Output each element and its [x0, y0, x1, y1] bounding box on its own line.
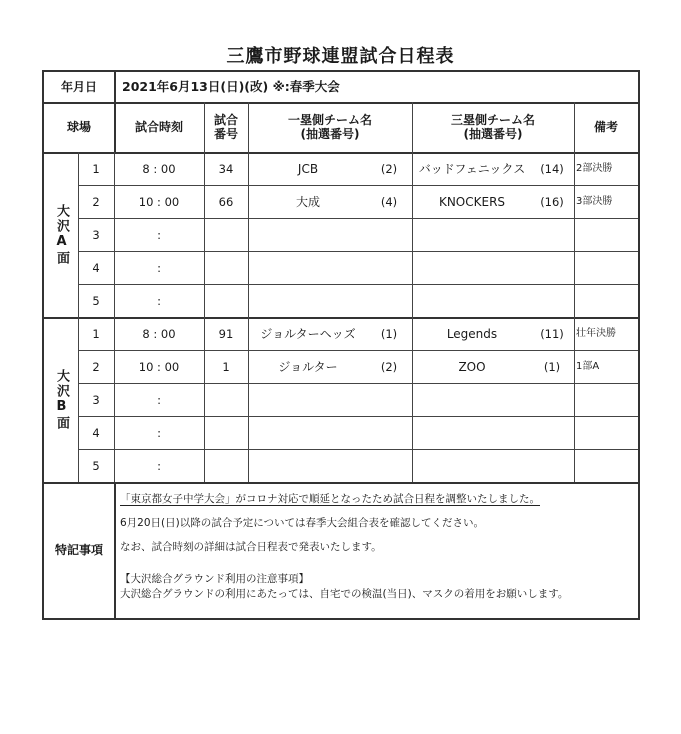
header-field: 球場 — [66, 120, 91, 134]
game-no-cell: 1 — [92, 161, 100, 176]
header-away-team: 三塁側チーム名 (抽選番号) — [450, 113, 535, 141]
game-home-cell — [248, 251, 368, 284]
game-remark-cell — [574, 284, 638, 317]
game-game-cell — [204, 218, 248, 251]
note-line-3: なお、試合時刻の詳細は試合日程表で発表いたします。 — [120, 541, 382, 553]
game-home-lot-cell — [366, 383, 412, 416]
game-game-cell — [204, 284, 248, 317]
game-time-cell: : — [157, 260, 161, 275]
game-remark-cell: 3部決勝 — [576, 195, 613, 207]
game-away-cell: ZOO — [458, 359, 486, 374]
game-away-cell — [412, 383, 532, 416]
game-away-cell — [412, 416, 532, 449]
game-home-lot-cell — [366, 416, 412, 449]
game-game-cell: 91 — [218, 326, 234, 341]
game-no-cell: 4 — [92, 425, 100, 440]
game-home-lot-cell: (1) — [380, 326, 398, 341]
game-no-cell: 3 — [92, 227, 100, 242]
game-away-cell: Legends — [446, 326, 498, 341]
game-no-cell: 3 — [92, 392, 100, 407]
date-label: 年月日 — [60, 80, 97, 94]
game-home-cell — [248, 416, 368, 449]
game-away-cell — [412, 218, 532, 251]
game-away-lot-cell: (11) — [540, 326, 564, 341]
game-remark-cell: 2部決勝 — [576, 162, 613, 174]
game-game-cell — [204, 383, 248, 416]
game-no-cell: 5 — [92, 458, 100, 473]
game-away-lot-cell: (16) — [540, 194, 564, 209]
game-home-cell: JCB — [297, 161, 319, 176]
game-time-cell: : — [157, 425, 161, 440]
game-home-cell: 大成 — [295, 194, 320, 209]
game-time-cell: : — [157, 293, 161, 308]
game-away-cell — [412, 251, 532, 284]
game-no-cell: 2 — [92, 194, 100, 209]
game-time-cell: 10 : 00 — [138, 359, 180, 374]
game-time-cell: 8 : 00 — [142, 161, 176, 176]
game-no-cell: 2 — [92, 359, 100, 374]
note-line-2: 6月20日(日)以降の試合予定については春季大会組合表を確認してください。 — [120, 517, 485, 529]
game-remark-cell: 壮年決勝 — [576, 327, 616, 339]
game-remark-cell — [574, 416, 638, 449]
game-game-cell: 34 — [218, 161, 234, 176]
game-home-lot-cell — [366, 251, 412, 284]
schedule-table — [42, 70, 640, 620]
game-remark-cell — [574, 449, 638, 482]
game-home-cell — [248, 218, 368, 251]
game-away-cell — [412, 284, 532, 317]
game-away-lot-cell — [530, 284, 574, 317]
game-away-lot-cell: (14) — [540, 161, 564, 176]
game-home-lot-cell: (4) — [380, 194, 398, 209]
game-time-cell: : — [157, 392, 161, 407]
game-home-cell: ジョルターヘッズ — [260, 326, 356, 341]
game-away-lot-cell — [530, 218, 574, 251]
game-away-lot-cell — [530, 383, 574, 416]
note-line-4: 【大沢総合グラウンド利用の注意事項】 — [120, 573, 309, 585]
date-value: 2021年6月13日(日)(改) ※:春季大会 — [122, 79, 340, 94]
game-away-lot-cell: (1) — [543, 359, 561, 374]
header-remarks: 備考 — [593, 120, 618, 134]
game-time-cell: 10 : 00 — [138, 194, 180, 209]
game-away-lot-cell — [530, 449, 574, 482]
notes-label: 特記事項 — [54, 543, 103, 557]
game-game-cell — [204, 416, 248, 449]
header-home-team: 一塁側チーム名 (抽選番号) — [287, 113, 372, 141]
game-no-cell: 4 — [92, 260, 100, 275]
game-no-cell: 1 — [92, 326, 100, 341]
game-home-cell — [248, 383, 368, 416]
game-home-lot-cell — [366, 449, 412, 482]
game-away-cell: KNOCKERS — [438, 194, 506, 209]
game-away-lot-cell — [530, 416, 574, 449]
game-time-cell: : — [157, 458, 161, 473]
game-home-lot-cell — [366, 218, 412, 251]
game-away-cell — [412, 449, 532, 482]
game-game-cell: 1 — [222, 359, 230, 374]
note-line-5: 大沢総合グラウンドの利用にあたっては、自宅での検温(当日)、マスクの着用をお願いします。 — [120, 588, 569, 600]
game-no-cell: 5 — [92, 293, 100, 308]
document-title: 三鷹市野球連盟試合日程表 — [226, 46, 455, 67]
game-game-cell — [204, 251, 248, 284]
game-remark-cell — [574, 383, 638, 416]
game-home-cell — [248, 284, 368, 317]
game-home-cell — [248, 449, 368, 482]
game-game-cell — [204, 449, 248, 482]
game-away-lot-cell — [530, 251, 574, 284]
game-game-cell: 66 — [218, 194, 234, 209]
game-home-lot-cell: (2) — [380, 161, 398, 176]
game-away-cell: バッドフェニックス — [418, 161, 526, 176]
note-line-1: 「東京都女子中学大会」がコロナ対応で順延となったため試合日程を調整いたしました。 — [120, 493, 540, 505]
game-home-cell: ジョルター — [278, 359, 338, 374]
field-label-b: 大沢B面 — [54, 368, 69, 431]
game-time-cell: : — [157, 227, 161, 242]
game-home-lot-cell — [366, 284, 412, 317]
game-time-cell: 8 : 00 — [142, 326, 176, 341]
header-game-no: 試合 番号 — [213, 113, 238, 141]
game-remark-cell — [574, 251, 638, 284]
game-remark-cell: 1部A — [576, 360, 600, 372]
game-home-lot-cell: (2) — [380, 359, 398, 374]
header-time: 試合時刻 — [134, 120, 183, 134]
field-label-a: 大沢A面 — [54, 203, 69, 266]
game-remark-cell — [574, 218, 638, 251]
